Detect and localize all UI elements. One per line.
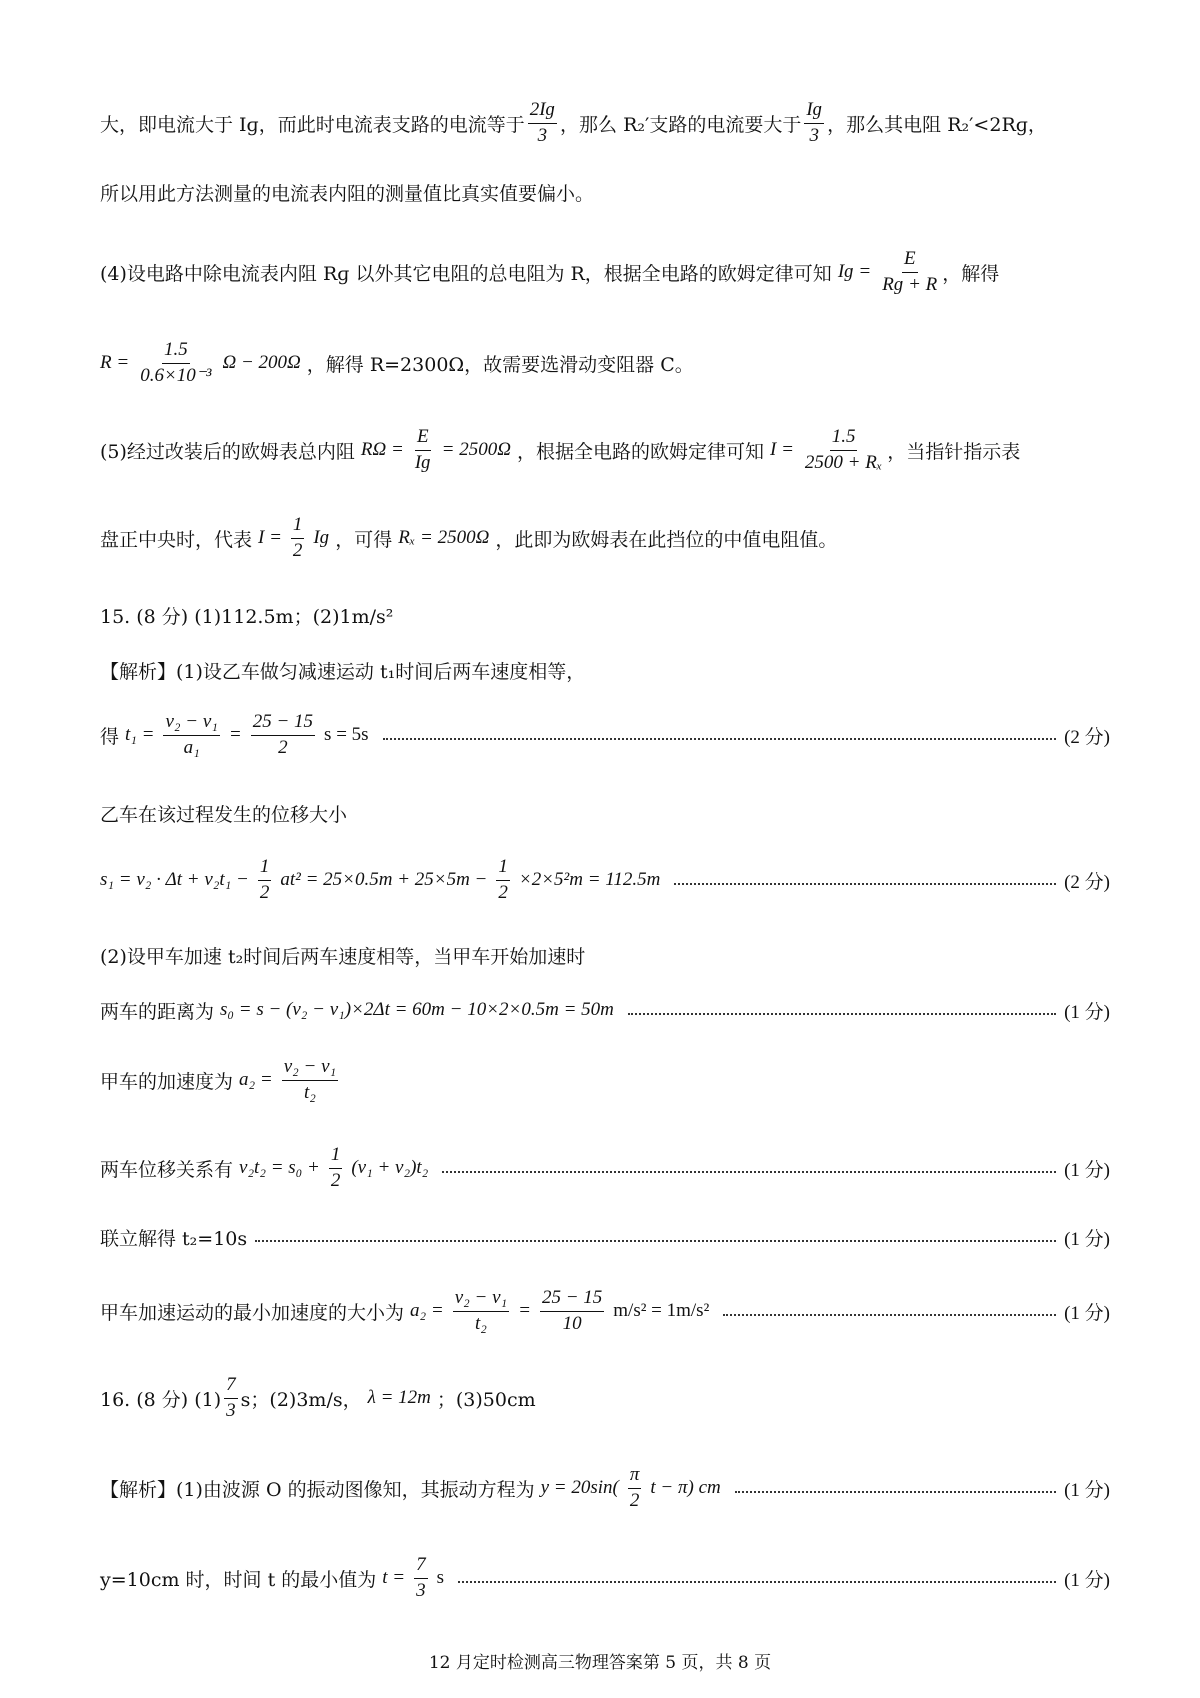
text-line [100,852,1110,908]
score-label: (1 分) [1064,1159,1110,1181]
frac-num: 1 [258,857,272,881]
text-run: 乙车在该过程发生的位移大小 [100,803,348,826]
frac-num: 7 [414,1555,428,1579]
text-run: ，那么其电阻 R₂′<2Rɡ， [827,113,1047,136]
fraction [163,712,219,759]
frac-den: 10 [562,1312,582,1334]
text-line [100,95,1110,151]
frac-den: 0.6×10⁻³ [140,364,212,386]
score-label: (1 分) [1064,1001,1110,1023]
frac-num: 2Iɡ [528,100,557,124]
text-run: 盘正中央时，代表 [100,528,253,551]
text-run: ；(3)50cm [436,1388,536,1411]
equation: y = 20sin( [540,1477,619,1498]
fraction [138,340,213,387]
equation: a₂ = [410,1300,444,1321]
text-line [100,940,1110,970]
equation: (v₁ + v₂)t₂ [351,1157,429,1178]
frac-den: 2 [278,736,288,758]
fraction [251,712,315,759]
page-footer: 12 月定时检测高三物理答案第 5 页，共 8 页 [428,1653,772,1673]
frac-den: Rɡ + R [882,273,938,295]
fraction [224,1375,238,1422]
equation: = [518,1300,531,1321]
score-label: (2 分) [1064,871,1110,893]
score-label: (1 分) [1064,1228,1110,1250]
fraction [803,427,884,474]
text-line [100,1222,1110,1252]
text-run: 甲车加速运动的最小加速度的大小为 [100,1301,405,1324]
frac-den: 3 [226,1399,236,1421]
text-run: 甲车的加速度为 [100,1070,234,1093]
leader-dots [458,1581,1056,1583]
frac-num: v₂ − v₁ [453,1288,509,1312]
frac-den: t₂ [303,1081,316,1103]
fraction [414,1555,428,1602]
frac-den: 3 [809,124,819,146]
frac-num: 1.5 [830,427,858,451]
equation: = 2500Ω [441,439,511,460]
text-run: 15. (8 分) (1)112.5m；(2)1m/s² [100,605,394,628]
frac-den: 2 [292,539,303,561]
fraction [329,1145,343,1192]
fraction [258,857,272,904]
fraction [628,1465,642,1512]
equation: s = 5s [324,724,369,745]
equation: Iɡ [313,527,330,548]
text-run: ，解得 [942,262,1000,285]
equation: t = [382,1567,406,1588]
equation: R = [100,352,130,373]
text-line [100,1052,1110,1108]
equation: = [228,724,242,745]
equation: t₁ = [125,724,155,745]
text-line [100,798,1110,828]
equation: s₁ = v₂ · Δt + v₂t₁ − [100,869,249,890]
fraction [880,249,939,296]
frac-num: 1 [291,515,305,539]
score-label: (2 分) [1064,726,1110,748]
question-heading [100,600,1110,630]
text-line [100,422,1110,478]
text-run: (5)经过改装后的欧姆表总内阻 [100,440,355,463]
text-run: 大，即电流大于 Iɡ，而此时电流表支路的电流等于 [100,113,525,136]
fraction [413,427,433,474]
frac-den: 3 [537,124,548,146]
fraction [540,1288,604,1335]
frac-num: E [415,427,431,451]
text-run: 【解析】(1)由波源 O 的振动图像知，其振动方程为 [100,1478,535,1501]
fraction [804,100,824,147]
fraction [291,515,305,562]
text-run: 【解析】(1)设乙车做匀减速运动 t₁时间后两车速度相等， [100,660,586,683]
equation: I = [258,527,282,548]
text-line [100,335,1110,391]
equation: a₂ = [239,1069,273,1090]
frac-num: 25 − 15 [540,1288,604,1312]
text-run: 得 [100,725,120,748]
leader-dots [674,883,1056,885]
text-run: ，解得 R=2300Ω，故需要选滑动变阻器 C。 [306,353,694,376]
equation: v₂t₂ = s₀ + [239,1157,320,1178]
text-run: 16. (8 分) (1) [100,1388,222,1411]
frac-den: 2 [498,881,508,903]
frac-num: 1 [496,857,510,881]
text-run: (2)设甲车加速 t₂时间后两车速度相等，当甲车开始加速时 [100,945,586,968]
fraction [496,857,510,904]
text-line [100,244,1110,300]
frac-den: 3 [416,1579,426,1601]
fraction [528,100,557,147]
leader-dots [723,1314,1056,1316]
frac-num: 1.5 [162,340,190,364]
frac-den: 2 [330,1169,341,1191]
leader-dots [383,738,1057,740]
frac-den: 2 [629,1489,640,1511]
leader-dots [735,1491,1056,1493]
text-run: ，根据全电路的欧姆定律可知 [516,440,764,463]
text-line [100,1283,1110,1339]
fraction [453,1288,509,1335]
equation: Iɡ = [837,261,872,282]
frac-num: 25 − 15 [251,712,315,736]
frac-num: Iɡ [804,100,824,124]
text-run: ，可得 [335,528,393,551]
frac-num: v₂ − v₁ [163,712,219,736]
equation: Ω − 200Ω [222,352,301,373]
equation: s₀ = s − (v₂ − v₁)×2Δt = 60m − 10×2×0.5m = 50m [220,999,614,1020]
question-heading [100,1370,1110,1426]
frac-den: 2 [259,881,270,903]
text-run: s；(2)3m/s， [240,1388,362,1411]
text-run: 两车位移关系有 [100,1158,234,1181]
leader-dots [628,1013,1056,1015]
text-line [100,707,1110,763]
text-run: ，当指针指示表 [887,440,1021,463]
text-line [100,993,1110,1027]
equation: Rₓ = 2500Ω [398,527,490,548]
analysis-line [100,655,1110,685]
text-run: 所以用此方法测量的电流表内阻的测量值比真实值要偏小。 [100,182,595,205]
text-run: ，那么 R₂′支路的电流要大于 [560,113,802,136]
equation: at² = 25×0.5m + 25×5m − [280,869,488,890]
score-label: (1 分) [1064,1479,1110,1501]
frac-num: E [902,249,918,273]
frac-num: 1 [329,1145,343,1169]
frac-den: t₂ [474,1312,487,1334]
text-run: 两车的距离为 [100,1000,215,1023]
frac-den: Iɡ [414,451,431,473]
equation: t − π) cm [650,1477,721,1498]
equation: RΩ = [360,439,404,460]
frac-num: 7 [224,1375,238,1399]
text-line [100,1140,1110,1196]
frac-num: v₂ − v₁ [282,1057,338,1081]
fraction [282,1057,338,1104]
frac-den: a₁ [183,736,200,758]
text-line [100,177,1110,207]
score-label: (1 分) [1064,1569,1110,1591]
text-line [100,510,1110,566]
text-run: y=10cm 时，时间 t 的最小值为 [100,1568,377,1591]
text-run: ，此即为欧姆表在此挡位的中值电阻值。 [495,528,838,551]
frac-num: π [628,1465,642,1489]
frac-den: 2500 + Rₓ [804,451,883,473]
score-label: (1 分) [1064,1302,1110,1324]
text-run: 联立解得 t₂=10s [100,1227,248,1250]
equation: ×2×5²m = 112.5m [518,869,661,890]
equation: I = [770,439,794,460]
equation: s [436,1567,445,1588]
text-run: (4)设电路中除电流表内阻 Rɡ 以外其它电阻的总电阻为 R，根据全电路的欧姆定律可知 [100,262,832,285]
equation: λ = 12m [367,1387,431,1408]
equation: m/s² = 1m/s² [613,1300,710,1321]
leader-dots [442,1171,1056,1173]
text-line [100,1550,1110,1606]
analysis-line [100,1460,1110,1516]
leader-dots [255,1240,1056,1242]
